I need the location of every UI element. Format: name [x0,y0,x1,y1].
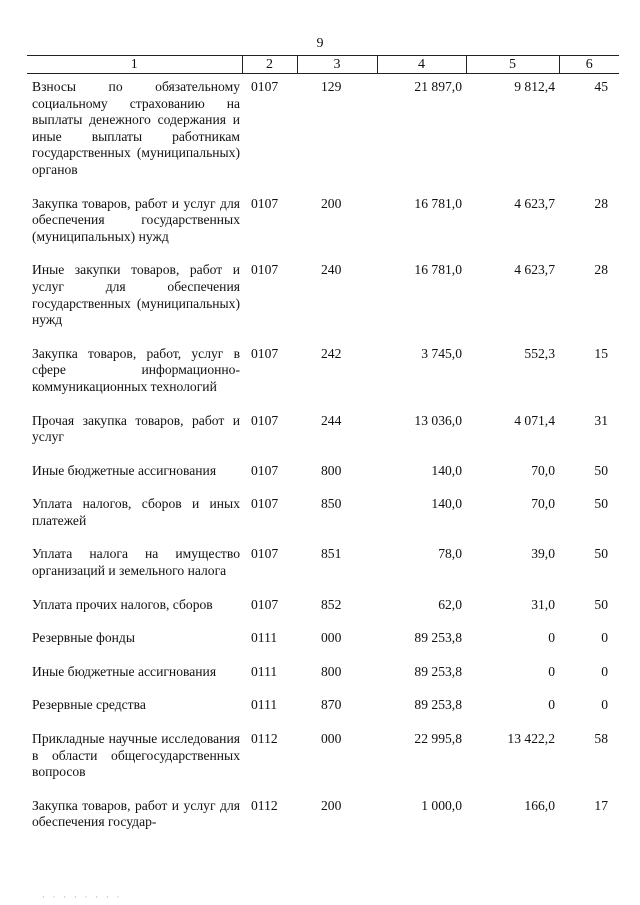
table-row [27,692,619,726]
header-row [27,56,619,74]
table-row [27,726,619,793]
row-name: Резервные средства [32,697,146,713]
table-row [27,257,619,340]
row-name: Уплата прочих налогов, сборов [32,596,213,612]
row-section-code: 0107 [251,345,279,361]
row-name: Иные закупки товаров, работ и услуг для обеспечения государственных (муниципальных) нужд [32,262,240,328]
row-expense-type: 870 [321,697,342,713]
budget-table [27,55,619,831]
page-number: 9 [316,36,324,51]
row-expense-type: 852 [321,596,342,612]
table-row [27,458,619,492]
row-plan-amount: 16 781,0 [414,195,462,211]
row-actual-amount: 166,0 [524,797,555,813]
row-actual-amount: 39,0 [531,546,555,562]
row-name: Иные бюджетные ассигнования [32,462,217,478]
row-percent: 17 [594,797,608,813]
row-plan-amount: 1 000,0 [421,797,462,813]
row-name: Уплата налога на имущество организаций и земельного налога [32,546,240,579]
row-percent: 31 [594,412,608,428]
row-expense-type: 240 [321,262,342,278]
row-section-code: 0107 [251,462,279,478]
row-section-code: 0107 [251,546,279,562]
row-plan-amount: 22 995,8 [414,731,462,747]
row-percent: 58 [594,731,608,747]
row-expense-type: 242 [321,345,342,361]
row-section-code: 0107 [251,596,279,612]
row-percent: 28 [594,262,608,278]
row-section-code: 0107 [251,262,279,278]
row-expense-type: 000 [321,731,342,747]
row-expense-type: 200 [321,797,342,813]
row-plan-amount: 16 781,0 [414,262,462,278]
row-plan-amount: 140,0 [431,496,462,512]
row-percent: 0 [601,630,608,646]
row-section-code: 0107 [251,496,279,512]
table-row [27,625,619,659]
row-actual-amount: 0 [548,663,555,679]
row-actual-amount: 70,0 [531,462,555,478]
row-actual-amount: 70,0 [531,496,555,512]
row-name: Прикладные научные исследования в области общегосударственных вопросов [32,731,240,780]
table-row [27,191,619,258]
row-plan-amount: 140,0 [431,462,462,478]
row-name: Закупка товаров, работ и услуг для обеспечения государ- [32,797,240,830]
row-percent: 15 [594,345,608,361]
row-plan-amount: 21 897,0 [414,79,462,94]
row-actual-amount: 0 [548,697,555,713]
row-name: Резервные фонды [32,630,135,646]
row-name: Уплата налогов, сборов и иных платежей [32,496,240,528]
row-expense-type: 800 [321,663,342,679]
column-header-5: 5 [466,56,559,74]
row-plan-amount: 3 745,0 [421,345,462,361]
row-actual-amount: 4 071,4 [514,412,555,428]
row-section-code: 0112 [251,797,278,813]
row-actual-amount: 0 [548,630,555,646]
row-plan-amount: 78,0 [438,546,462,562]
table-row [27,541,619,591]
row-section-code: 0107 [251,412,279,428]
row-expense-type: 200 [321,195,342,211]
table-row [27,408,619,458]
row-percent: 0 [601,663,608,679]
row-name: Закупка товаров, работ, услуг в сфере информационно-коммуникационных технологий [32,345,240,394]
table-row [27,491,619,541]
row-name: Закупка товаров, работ и услуг для обеспечения государственных (муниципальных) нужд [32,195,240,244]
row-percent: 28 [594,195,608,211]
row-actual-amount: 9 812,4 [514,79,555,94]
row-plan-amount: 62,0 [438,596,462,612]
row-name: Прочая закупка товаров, работ и услуг [32,412,240,445]
row-expense-type: 000 [321,630,342,646]
column-header-6: 6 [559,56,619,74]
table-row [27,341,619,408]
row-section-code: 0107 [251,195,279,211]
row-actual-amount: 552,3 [524,345,555,361]
row-expense-type: 850 [321,496,342,512]
scan-artifact: · · · · · · · · [42,893,123,902]
row-plan-amount: 89 253,8 [414,663,462,679]
row-percent: 0 [601,697,608,713]
row-percent: 50 [594,596,608,612]
row-percent: 45 [594,79,608,94]
row-plan-amount: 89 253,8 [414,630,462,646]
row-expense-type: 244 [321,412,342,428]
row-section-code: 0112 [251,731,278,747]
row-section-code: 0111 [251,663,278,679]
row-plan-amount: 13 036,0 [414,412,462,428]
row-section-code: 0107 [251,79,279,94]
row-actual-amount: 4 623,7 [514,195,555,211]
row-percent: 50 [594,462,608,478]
row-expense-type: 800 [321,462,342,478]
row-expense-type: 129 [321,79,342,94]
row-name: Взносы по обязательному социальному страхованию на выплаты денежного содержания и иные выплаты работникам государственных (муниципальных) органов [32,79,240,177]
row-plan-amount: 89 253,8 [414,697,462,713]
table-row [27,793,619,831]
row-expense-type: 851 [321,546,342,562]
row-percent: 50 [594,496,608,512]
column-header-1: 1 [27,56,242,74]
row-name: Иные бюджетные ассигнования [32,663,217,679]
row-percent: 50 [594,546,608,562]
row-actual-amount: 13 422,2 [507,731,555,747]
column-header-3: 3 [297,56,377,74]
row-section-code: 0111 [251,697,278,713]
column-header-2: 2 [242,56,297,74]
table-body [27,74,619,832]
column-header-4: 4 [377,56,466,74]
table-row [27,592,619,626]
table-row [27,74,619,191]
table-header [27,56,619,74]
table-row [27,659,619,693]
row-actual-amount: 31,0 [531,596,555,612]
row-section-code: 0111 [251,630,278,646]
row-actual-amount: 4 623,7 [514,262,555,278]
